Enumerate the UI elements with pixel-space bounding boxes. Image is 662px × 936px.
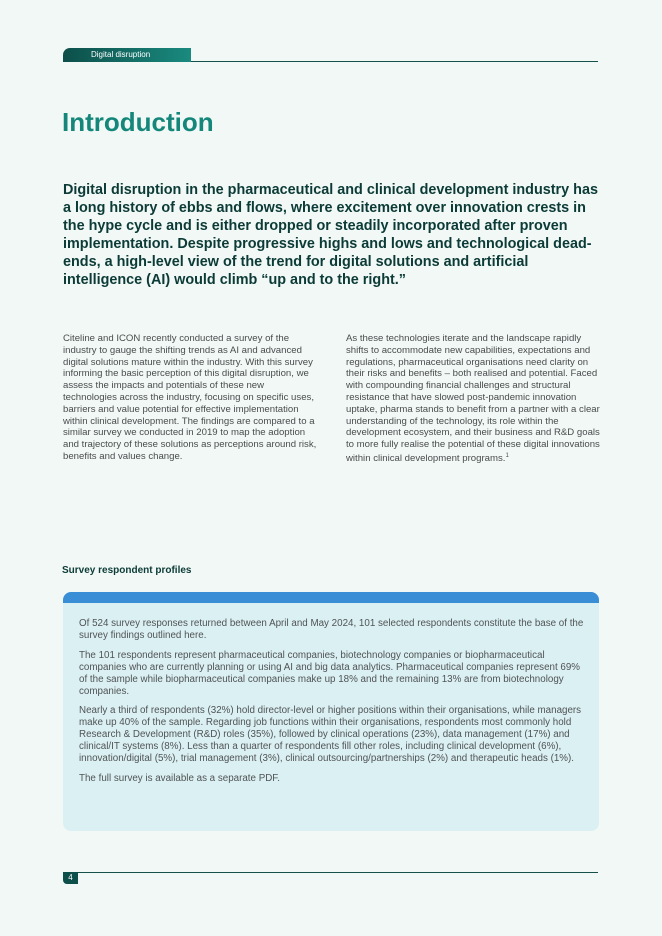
- profiles-paragraph: The 101 respondents represent pharmaceutical companies, biotechnology companies or biopharmaceutical companies who are currently planning or using AI and big data analytics. Pharmaceutical companies represent 69% of the sample while biopharmaceutical companies make up 18% and the remaining 13% are from biotechnology companies.: [79, 649, 581, 697]
- page-number: 4: [63, 872, 78, 884]
- profiles-paragraph: Nearly a third of respondents (32%) hold director-level or higher positions within their organisations, while managers make up 40% of the sample. Regarding job functions within their organisations, respondents most commonly hold Research & Development (R&D) roles (35%), followed by clinical operations (23%), data management (17%) and clinical/IT systems (8%). Less than a quarter of respondents fill other roles, including clinical development (6%), innovation/digital (5%), trial management (3%), clinical outsourcing/partnerships (2%) and therapeutic heads (1%).: [79, 705, 582, 765]
- page-title: Introduction: [62, 107, 214, 137]
- panel-top-bar: [63, 592, 599, 603]
- footnote-marker: 1: [505, 452, 509, 459]
- body-column-right: [346, 333, 602, 465]
- profiles-heading: Survey respondent profiles: [62, 565, 192, 576]
- footer-rule: [78, 872, 598, 873]
- profiles-paragraph: Of 524 survey responses returned between April and May 2024, 101 selected respondents constitute the base of the survey findings outlined here.: [79, 618, 584, 641]
- lead-paragraph: Digital disruption in the pharmaceutical and clinical development industry has a long history of ebbs and flows, where excitement over innovation crests in the hype cycle and is either dropped or steadily incorporated after proven implementation. Despite progressive highs and lows and technological dead-ends, a high-level view of the trend for digital solutions and artificial intelligence (AI) would climb “up and to the right.”: [63, 182, 598, 288]
- body-column-left: Citeline and ICON recently conducted a survey of the industry to gauge the shifting trends as AI and advanced digital solutions mature within the industry. With this survey informing the basic perception of this digital disruption, we assess the impacts and potentials of these new technologies across the industry, focusing on specific uses, barriers and value potential for effective implementation within clinical development. The findings are compared to a similar survey we conducted in 2019 to map the adoption and trajectory of these solutions as perceptions around risk, benefits and values change.: [63, 333, 317, 462]
- section-tab: Digital disruption: [63, 48, 191, 62]
- profiles-paragraph: The full survey is available as a separate PDF.: [79, 772, 280, 784]
- panel-body: [79, 618, 587, 793]
- body-column-right-text: As these technologies iterate and the landscape rapidly shifts to accommodate new capabilities, expectations and regulations, pharmaceutical organisations need clarity on their risks and benefits – both realised and potential. Faced with compounding financial challenges and structural resistance that have slowed post-pandemic innovation uptake, pharma stands to benefit from a partner with a clear understanding of the technology, its role within the development ecosystem, and their business and R&D goals to more fully realise the potential of these digital innovations within clinical development programs.: [346, 333, 600, 465]
- header-rule: [191, 61, 598, 62]
- profiles-panel: [63, 592, 599, 831]
